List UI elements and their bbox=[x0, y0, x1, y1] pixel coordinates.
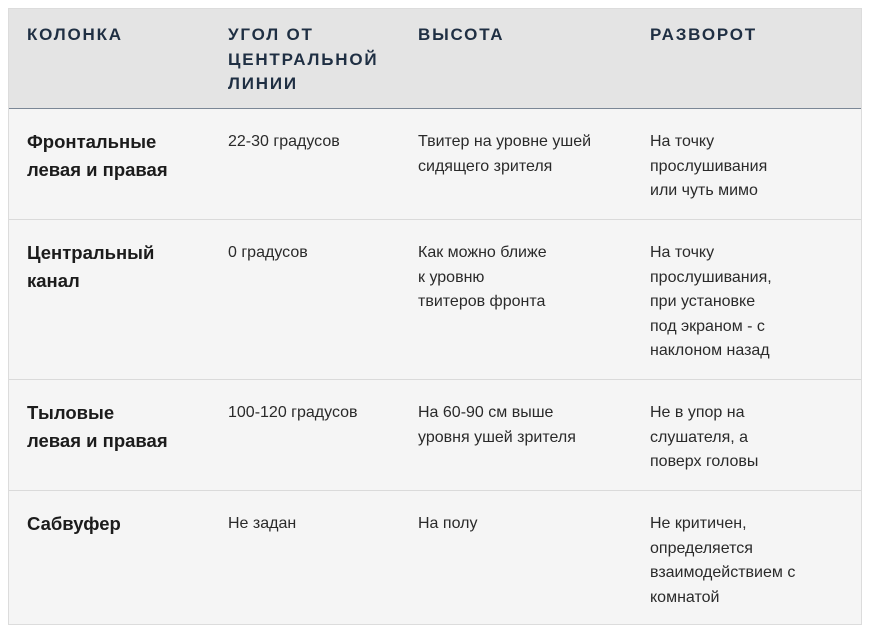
angle-cell bbox=[228, 491, 408, 537]
cell-line: На точку bbox=[650, 244, 715, 261]
height-cell bbox=[418, 491, 638, 537]
cell-line: Как можно ближе bbox=[418, 244, 547, 261]
cell-line: Центральный bbox=[27, 242, 155, 263]
header-text: РАЗВОРОТ bbox=[650, 25, 757, 44]
header-text: КОЛОНКА bbox=[27, 25, 123, 44]
cell-line: при установке bbox=[650, 293, 756, 310]
cell-line: левая и правая bbox=[27, 430, 168, 451]
speaker-name-cell bbox=[27, 491, 217, 538]
cell-line: комнатой bbox=[650, 588, 720, 606]
cell-line: взаимодействием с bbox=[650, 564, 796, 581]
table-header-row bbox=[9, 9, 861, 109]
cell-line: к уровню bbox=[418, 268, 485, 286]
cell-line: слушателя, а bbox=[650, 428, 749, 446]
table-row bbox=[9, 380, 861, 491]
cell-line: определяется bbox=[650, 539, 753, 557]
cell-line: Тыловые bbox=[27, 402, 115, 423]
cell-line: На точку bbox=[650, 133, 715, 150]
speaker-name-cell bbox=[27, 109, 217, 184]
height-cell bbox=[418, 380, 638, 450]
cell-line: канал bbox=[27, 270, 80, 291]
header-text: ЦЕНТРАЛЬНОЙ bbox=[228, 49, 379, 69]
height-cell bbox=[418, 220, 638, 315]
cell-line: левая и правая bbox=[27, 159, 168, 180]
speaker-name-cell bbox=[27, 220, 217, 295]
header-text: ВЫСОТА bbox=[418, 25, 505, 44]
cell-line: под экраном - с bbox=[650, 317, 765, 335]
cell-line: прослушивания, bbox=[650, 268, 772, 286]
cell-line: На 60-90 см выше bbox=[418, 404, 554, 421]
cell-line: уровня ушей зрителя bbox=[418, 428, 576, 446]
cell-line: Не задан bbox=[228, 515, 297, 532]
cell-line: Сабвуфер bbox=[27, 513, 121, 534]
cell-line: Твитер на уровне ушей bbox=[418, 133, 592, 150]
cell-line: твитеров фронта bbox=[418, 293, 546, 310]
cell-line: поверх головы bbox=[650, 453, 759, 470]
cell-line: На полу bbox=[418, 515, 478, 532]
cell-line: прослушивания bbox=[650, 157, 768, 175]
cell-line: или чуть мимо bbox=[650, 182, 758, 199]
header-text: УГОЛ ОТ bbox=[228, 25, 314, 44]
height-cell bbox=[418, 109, 638, 179]
column-header-turn bbox=[650, 9, 850, 48]
angle-cell bbox=[228, 220, 408, 266]
table-row bbox=[9, 220, 861, 380]
cell-line: Не в упор на bbox=[650, 404, 745, 421]
header-text: ЛИНИИ bbox=[228, 74, 298, 93]
cell-line: 22-30 градусов bbox=[228, 133, 340, 150]
cell-line: Фронтальные bbox=[27, 131, 157, 152]
angle-cell bbox=[228, 109, 408, 155]
speaker-placement-table bbox=[8, 8, 862, 625]
turn-cell bbox=[650, 380, 850, 475]
table-row bbox=[9, 109, 861, 220]
cell-line: 100-120 градусов bbox=[228, 404, 358, 421]
cell-line: сидящего зрителя bbox=[418, 157, 553, 175]
column-header-height bbox=[418, 9, 638, 48]
speaker-name-cell bbox=[27, 380, 217, 455]
column-header-speaker bbox=[27, 9, 217, 48]
column-header-angle bbox=[228, 9, 408, 97]
table-row bbox=[9, 491, 861, 624]
cell-line: Не критичен, bbox=[650, 515, 747, 532]
turn-cell bbox=[650, 491, 850, 610]
cell-line: 0 градусов bbox=[228, 244, 308, 261]
turn-cell bbox=[650, 109, 850, 204]
angle-cell bbox=[228, 380, 408, 426]
cell-line: наклоном назад bbox=[650, 342, 770, 359]
turn-cell bbox=[650, 220, 850, 364]
